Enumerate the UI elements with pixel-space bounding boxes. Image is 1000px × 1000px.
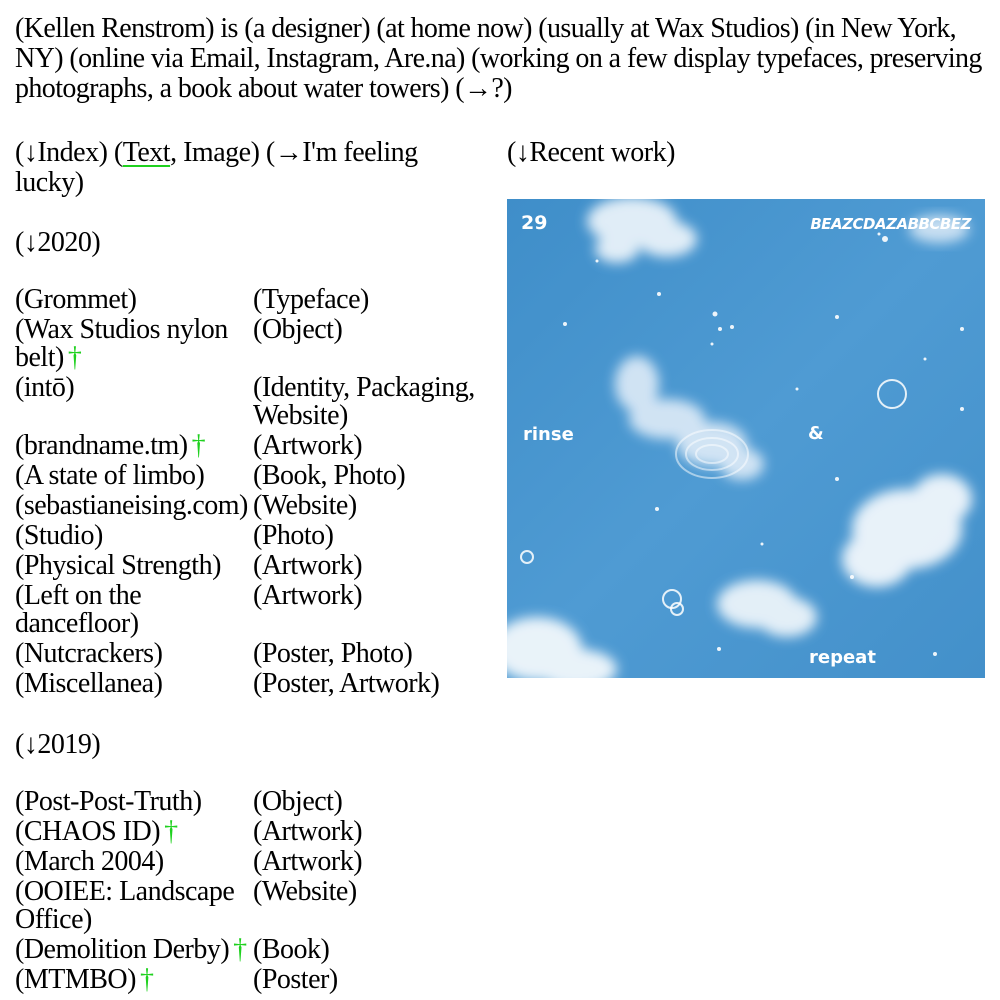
artwork-word-rinse: rinse <box>523 424 574 445</box>
recent-work-image[interactable] <box>507 199 985 678</box>
arena-link[interactable]: Are.na <box>384 43 457 74</box>
feeling-lucky-link[interactable]: (→I'm feeling lucky) <box>15 137 418 198</box>
work-category: (Poster) <box>253 964 338 995</box>
role-text: (a designer) <box>244 13 370 44</box>
work-category: (Artwork) <box>253 846 363 877</box>
recent-work-toggle[interactable]: (↓Recent work) <box>507 137 675 168</box>
instagram-link[interactable]: Instagram <box>266 43 373 74</box>
work-title[interactable]: (OOIEE: Landscape Office) <box>15 876 235 935</box>
work-category: (Identity, Packaging, Website) <box>253 372 475 431</box>
table-row[interactable] <box>15 432 485 462</box>
view-filter <box>114 137 259 168</box>
table-row[interactable] <box>15 966 485 996</box>
table-row[interactable] <box>15 788 485 818</box>
more-link[interactable]: (→?) <box>455 73 512 104</box>
dagger-marker: † <box>67 342 82 373</box>
filter-image-link[interactable]: Image <box>183 137 251 168</box>
table-row[interactable] <box>15 640 485 670</box>
work-category: (Object) <box>253 314 343 345</box>
work-title[interactable]: (Demolition Derby) <box>15 934 230 965</box>
location-now-text: (at home now) <box>376 13 532 44</box>
online-comma-1: , <box>253 43 267 74</box>
work-title[interactable]: (Post-Post-Truth) <box>15 786 202 817</box>
intro-is: is <box>213 13 245 44</box>
table-row[interactable] <box>15 462 485 492</box>
dagger-marker: † <box>139 964 154 995</box>
table-row[interactable] <box>15 582 485 640</box>
work-title[interactable]: (March 2004) <box>15 846 164 877</box>
artwork-number: 29 <box>521 212 548 234</box>
work-category: (Typeface) <box>253 284 369 315</box>
work-title[interactable]: (A state of limbo) <box>15 460 205 491</box>
works-table-2020 <box>15 286 485 700</box>
work-title[interactable]: (brandname.tm) <box>15 430 188 461</box>
dagger-marker: † <box>191 430 206 461</box>
work-title[interactable]: (Grommet) <box>15 284 137 315</box>
filter-open: ( <box>113 137 123 168</box>
works-table-2019 <box>15 788 485 996</box>
work-category: (Poster, Artwork) <box>253 668 440 699</box>
dagger-marker: † <box>164 816 178 847</box>
work-title[interactable]: (Miscellanea) <box>15 668 163 699</box>
table-row[interactable] <box>15 316 485 374</box>
name-link[interactable]: (Kellen Renstrom) <box>15 13 214 44</box>
work-title[interactable]: (Physical Strength) <box>15 550 221 581</box>
online-comma-2: , <box>372 43 385 74</box>
sky-clouds-graphic <box>507 199 985 678</box>
usual-location-link[interactable]: (usually at Wax Studios) <box>538 13 799 44</box>
table-row[interactable] <box>15 374 485 432</box>
dagger-marker: † <box>233 934 247 965</box>
recent-work-column <box>507 137 985 668</box>
work-title[interactable]: (MTMBO) <box>15 964 136 995</box>
index-column <box>15 138 485 996</box>
online-group <box>69 43 464 74</box>
artwork-code: BEAZCDAZABBCBEZ <box>810 215 971 233</box>
work-title[interactable]: (Left on the dancefloor) <box>15 580 142 639</box>
table-row[interactable] <box>15 936 485 966</box>
table-row[interactable] <box>15 848 485 878</box>
city-text: (in New York, NY) <box>15 13 957 74</box>
work-category: (Artwork) <box>253 580 363 611</box>
table-row[interactable] <box>15 818 485 848</box>
work-category: (Photo) <box>253 520 334 551</box>
intro-paragraph <box>15 14 990 104</box>
work-title[interactable]: (Studio) <box>15 520 103 551</box>
filter-sep: , <box>170 137 184 168</box>
work-category: (Book, Photo) <box>253 460 406 491</box>
work-category: (Website) <box>253 490 357 521</box>
artwork-ampersand: & <box>808 423 824 444</box>
year-heading-2019[interactable]: (↓2019) <box>15 729 101 760</box>
work-category: (Artwork) <box>253 550 363 581</box>
online-open: (online via <box>69 43 190 74</box>
work-category: (Website) <box>253 876 357 907</box>
working-on-text: (working on a few display typefaces, preserving photographs, a book about water towers) <box>15 43 982 104</box>
work-title[interactable]: (sebastianeising.com) <box>15 490 248 521</box>
table-row[interactable] <box>15 670 485 700</box>
filter-close: ) <box>250 137 260 168</box>
filter-text-link[interactable]: Text <box>122 137 171 168</box>
table-row[interactable] <box>15 492 485 522</box>
email-link[interactable]: Email <box>189 43 254 74</box>
work-category: (Artwork) <box>253 816 363 847</box>
work-category: (Poster, Photo) <box>253 638 413 669</box>
work-category: (Artwork) <box>253 430 363 461</box>
work-title[interactable]: (Wax Studios nylon belt) <box>15 314 228 373</box>
index-toggle[interactable]: (↓Index) <box>15 137 108 168</box>
artwork-word-repeat: repeat <box>809 647 876 668</box>
table-row[interactable] <box>15 286 485 316</box>
year-heading-2020[interactable]: (↓2020) <box>15 227 101 258</box>
work-category: (Book) <box>253 934 330 965</box>
work-category: (Object) <box>253 786 343 817</box>
work-title[interactable]: (Nutcrackers) <box>15 638 163 669</box>
work-title[interactable]: (CHAOS ID) <box>15 816 161 847</box>
table-row[interactable] <box>15 522 485 552</box>
work-title[interactable]: (intō) <box>15 372 75 403</box>
index-nav <box>15 138 485 198</box>
table-row[interactable] <box>15 878 485 936</box>
table-row[interactable] <box>15 552 485 582</box>
online-close: ) <box>456 43 465 74</box>
